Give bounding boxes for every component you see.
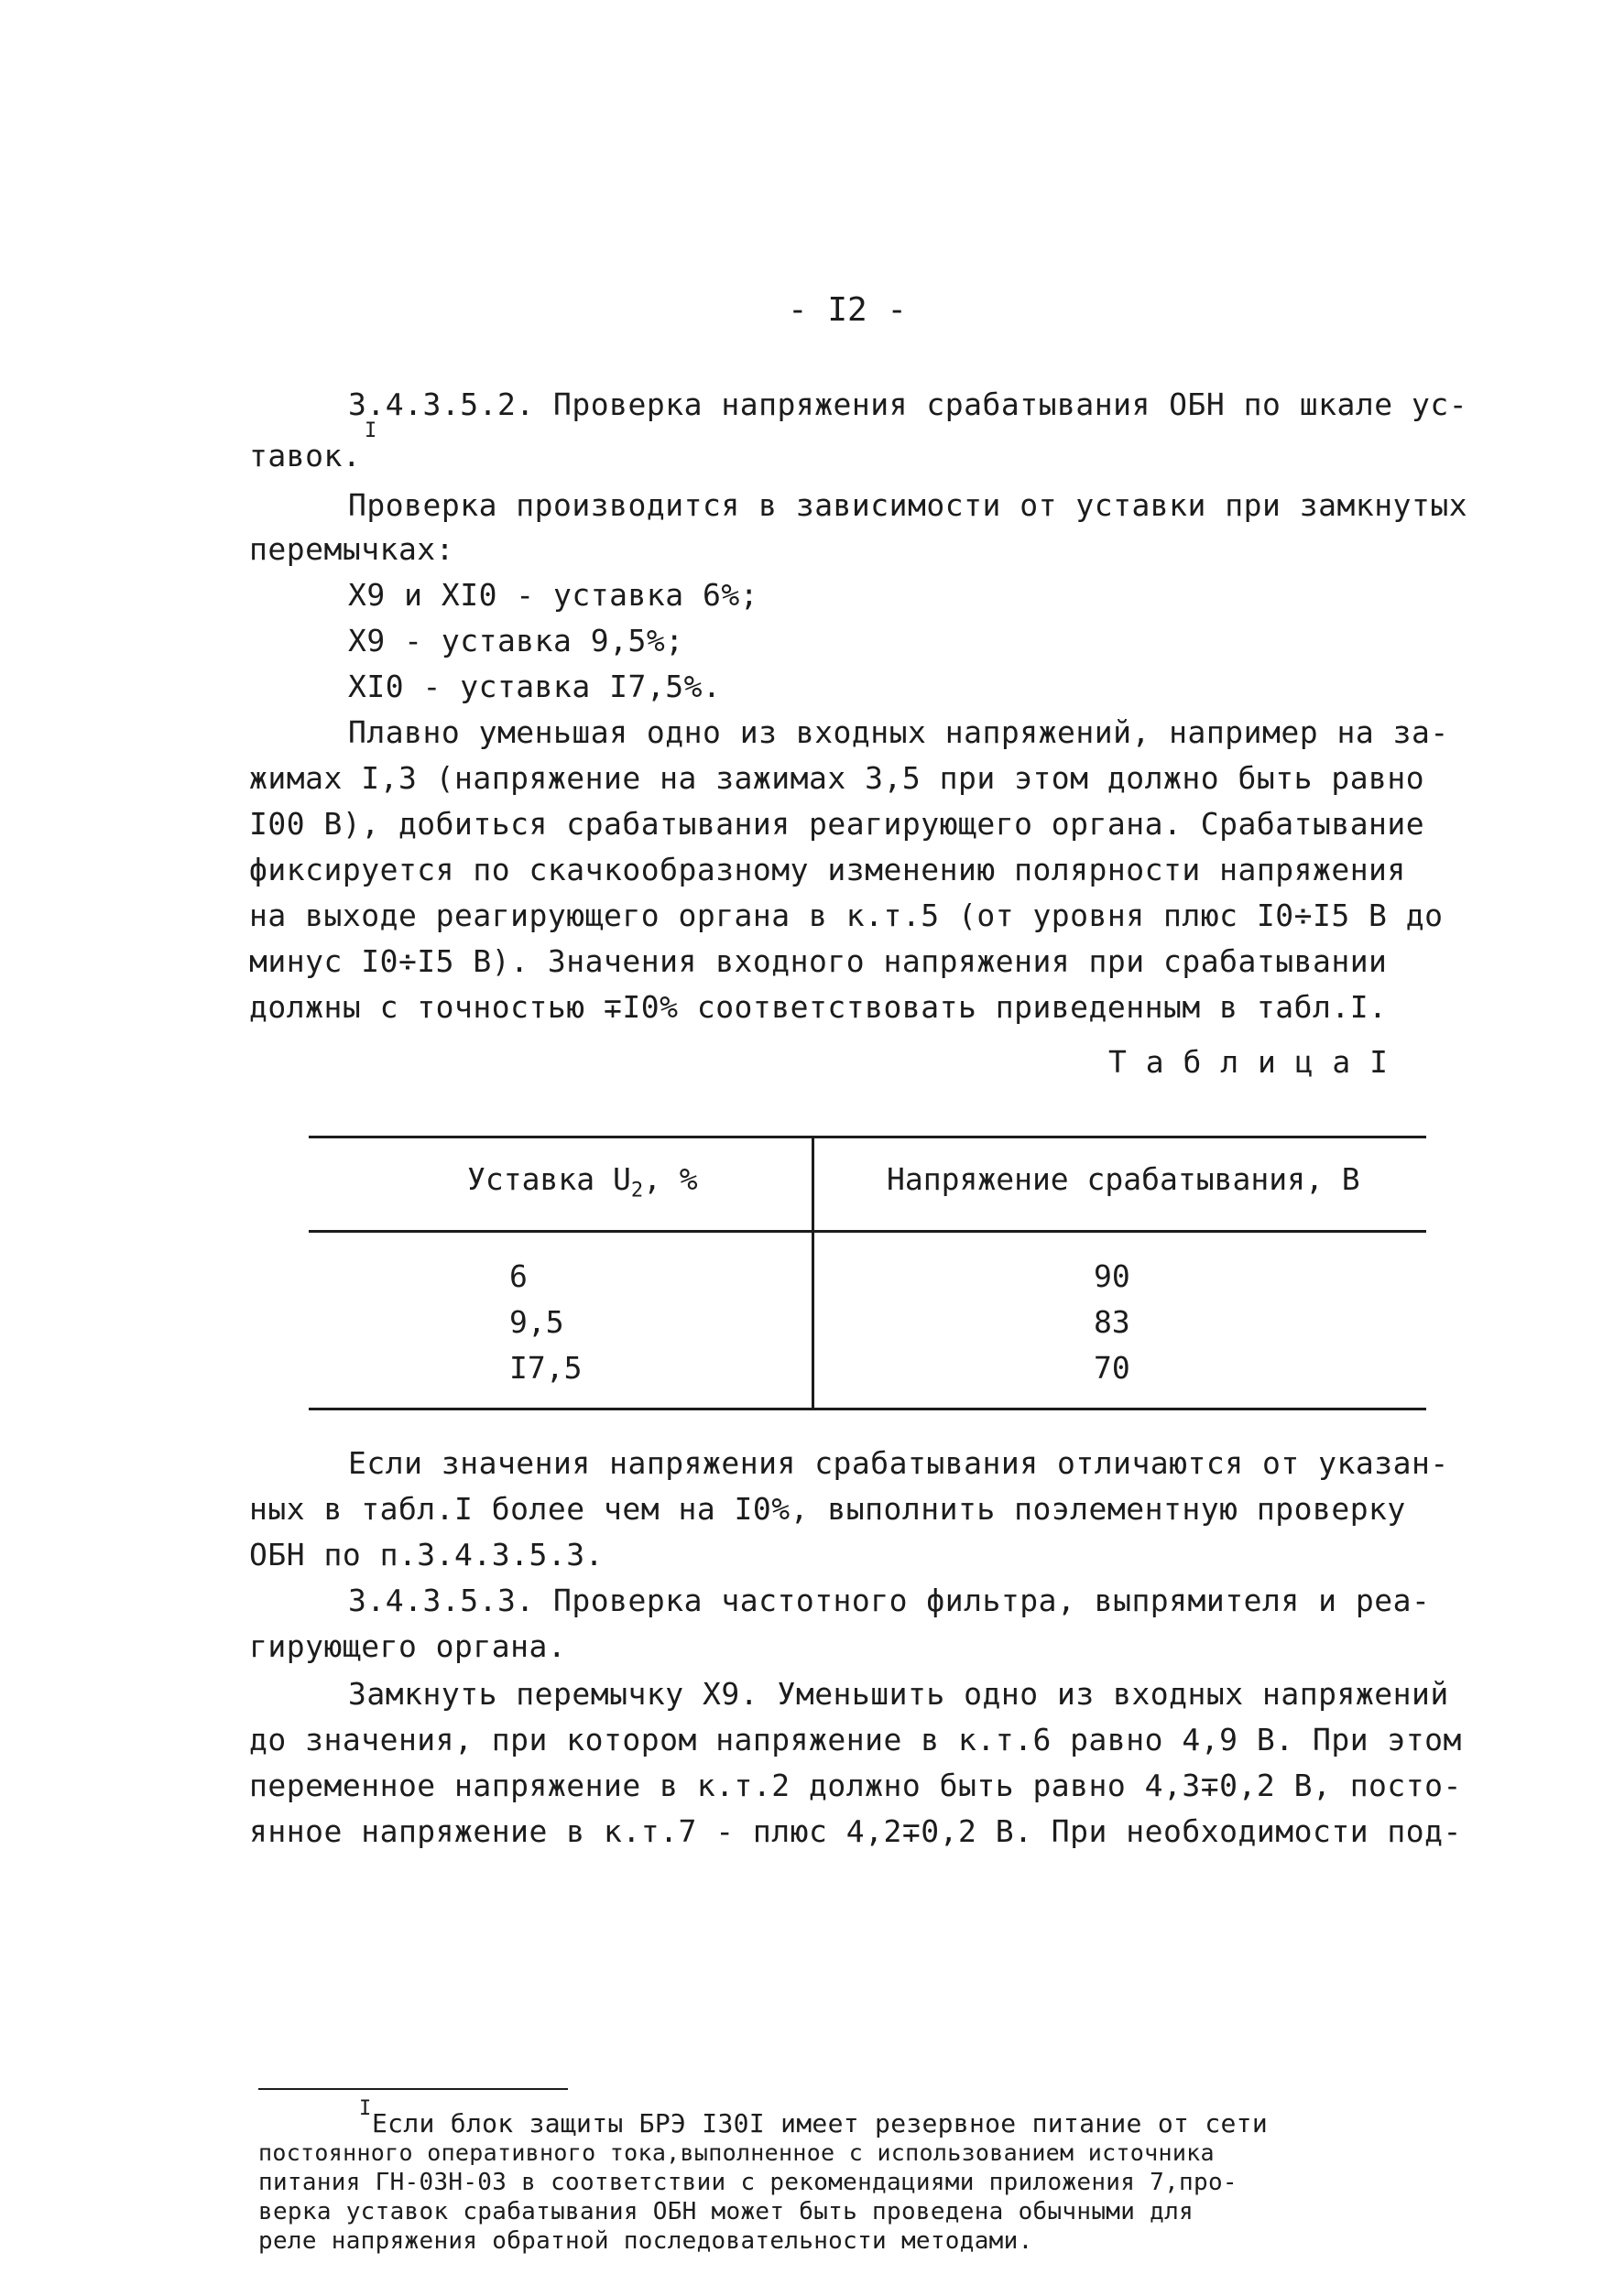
paragraph-line: Замкнуть перемычку X9. Уменьшить одно из входных напряжений [348, 1676, 1449, 1712]
footnote-mark: I [359, 2097, 372, 2120]
table-top-rule [309, 1136, 1426, 1138]
table-column-divider [812, 1136, 814, 1410]
table-header-rule [309, 1230, 1426, 1233]
page-number: - I2 - [788, 291, 908, 329]
list-item: XI0 - уставка I7,5%. [348, 669, 722, 704]
paragraph-line: Плавно уменьшая одно из входных напряжений, например на за- [348, 714, 1449, 750]
table-cell-setting: 9,5 [509, 1304, 564, 1340]
table-caption: Т а б л и ц а I [1108, 1044, 1389, 1080]
paragraph-line: I00 В), добиться срабатывания реагирующего органа. Срабатывание [249, 806, 1425, 842]
paragraph-line: перемычках: [249, 531, 455, 567]
footnote-reference: I [365, 419, 377, 442]
paragraph-line: гирующего органа. [249, 1628, 567, 1664]
list-item: X9 - уставка 9,5%; [348, 623, 684, 658]
table-cell-voltage: 70 [1094, 1350, 1130, 1386]
list-item: X9 и XI0 - уставка 6%; [348, 577, 759, 613]
footnote-line: реле напряжения обратной последовательности методами. [258, 2227, 1033, 2255]
paragraph-line: янное напряжение в к.т.7 - плюс 4,2∓0,2 В. При необходимости под- [249, 1813, 1462, 1849]
paragraph-line: на выходе реагирующего органа в к.т.5 (от уровня плюс I0÷I5 В до [249, 898, 1444, 933]
paragraph-line: жимах I,3 (напряжение на зажимах 3,5 при этом должно быть равно [249, 760, 1425, 796]
table-cell-setting: 6 [509, 1258, 528, 1294]
section-heading-3-4-3-5-2: 3.4.3.5.2. Проверка напряжения срабатывания ОБН по шкале ус- [348, 386, 1468, 422]
table-header-setting: Уставка $U_2$, % [467, 1161, 698, 1202]
paragraph-line: должны с точностью ∓I0% соответствовать приведенным в табл.I. [249, 989, 1388, 1025]
paragraph-line: минус I0÷I5 В). Значения входного напряжения при срабатывании [249, 943, 1388, 979]
paragraph-line: переменное напряжение в к.т.2 должно быть равно 4,3∓0,2 В, посто- [249, 1768, 1462, 1803]
footnote-line: постоянного оперативного тока,выполненное с использованием источника [258, 2139, 1215, 2166]
table-bottom-rule [309, 1408, 1426, 1410]
footnote-line: Если блок защиты БРЭ I30I имеет резервное питание от сети [372, 2108, 1268, 2138]
paragraph-line: Проверка производится в зависимости от уставки при замкнутых [348, 487, 1468, 523]
footnote-line: верка уставок срабатывания ОБН может быть проведена обычными для [258, 2198, 1194, 2225]
paragraph-line: ОБН по п.3.4.3.5.3. [249, 1537, 604, 1572]
table-header-voltage: Напряжение срабатывания, В [887, 1161, 1360, 1197]
paragraph-line: фиксируется по скачкообразному изменению полярности напряжения [249, 852, 1406, 887]
paragraph-line: тавок. [249, 438, 362, 473]
section-heading-3-4-3-5-3: 3.4.3.5.3. Проверка частотного фильтра, выпрямителя и реа- [348, 1583, 1431, 1618]
paragraph-line: Если значения напряжения срабатывания отличаются от указан- [348, 1445, 1449, 1481]
paragraph-line: до значения, при котором напряжение в к.т.6 равно 4,9 В. При этом [249, 1722, 1462, 1757]
table-cell-setting: I7,5 [509, 1350, 583, 1386]
footnote-separator [258, 2088, 568, 2090]
footnote-line: питания ГН-03Н-03 в соответствии с рекомендациями приложения 7,про- [258, 2169, 1238, 2196]
table-cell-voltage: 90 [1094, 1258, 1130, 1294]
table-cell-voltage: 83 [1094, 1304, 1130, 1340]
paragraph-line: ных в табл.I более чем на I0%, выполнить поэлементную проверку [249, 1491, 1406, 1527]
